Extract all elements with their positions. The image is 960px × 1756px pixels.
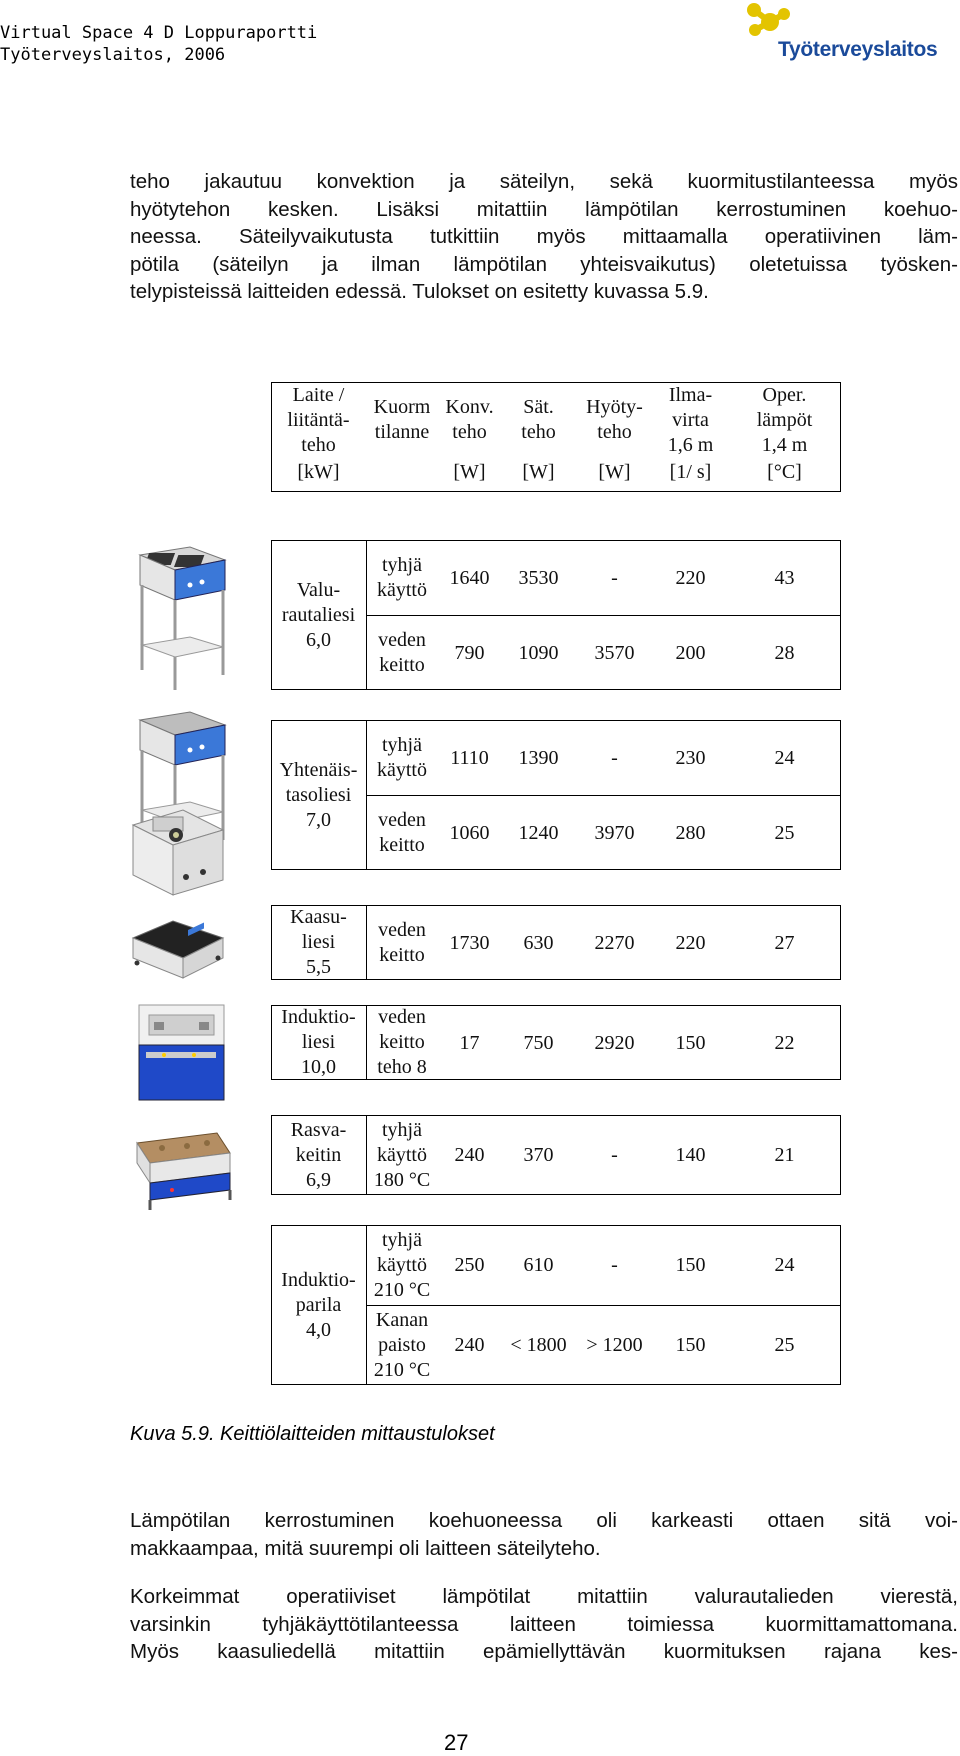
- value-cell: 200: [675, 641, 706, 664]
- logo-text: Työterveyslaitos: [778, 38, 938, 61]
- value-cell: 1060: [449, 821, 490, 844]
- load-state: 180 °C: [373, 1168, 431, 1191]
- page-number: 27: [444, 1730, 469, 1755]
- value-cell: > 1200: [586, 1334, 643, 1356]
- load-state: veden: [378, 808, 426, 831]
- value-cell: 750: [523, 1031, 554, 1054]
- device-name: parila: [295, 1293, 342, 1316]
- header-cell: tilanne: [374, 421, 430, 443]
- value-cell: 43: [774, 566, 795, 589]
- unit-cell: [W]: [598, 461, 631, 483]
- intro-paragraph: [130, 168, 958, 306]
- device-name: Yhtenäis-: [279, 758, 358, 781]
- body-paragraph: [130, 1507, 958, 1562]
- value-cell: -: [611, 1144, 618, 1166]
- unit-cell: [W]: [522, 461, 555, 483]
- value-cell: 220: [675, 931, 706, 954]
- header-cell: Kuorm: [373, 396, 431, 418]
- row-divider: [366, 1305, 841, 1306]
- value-cell: 3570: [594, 641, 635, 664]
- measurement-figure: [128, 380, 848, 1415]
- device-name: 6,0: [306, 628, 331, 651]
- load-state: tyhjä: [382, 553, 422, 576]
- text-line: pötila (säteilyn ja ilman lämpötilan yhteisvaikutus) oletetuissa työsken-: [130, 252, 958, 276]
- load-state: tyhjä: [382, 733, 422, 756]
- document-header: [0, 22, 317, 66]
- device-name: Valu-: [296, 578, 341, 601]
- text-line: makkaampaa, mitä suurempi oli laitteen säteilyteho.: [130, 1536, 601, 1560]
- value-cell: 240: [454, 1144, 485, 1166]
- electric-range-icon: [130, 545, 230, 695]
- device-name: Kaasu-: [290, 906, 347, 928]
- text-line: telypisteissä laitteiden edessä. Tulokset on esitetty kuvassa 5.9.: [130, 280, 709, 303]
- load-state: veden: [378, 1006, 426, 1028]
- value-cell: < 1800: [510, 1334, 567, 1356]
- device-name: 4,0: [306, 1318, 331, 1341]
- device-name: Rasva-: [290, 1118, 347, 1141]
- value-cell: 610: [523, 1254, 554, 1276]
- value-cell: 1640: [449, 566, 490, 589]
- device-name: Induktio-: [281, 1268, 356, 1291]
- value-cell: 1240: [518, 821, 559, 844]
- value-cell: 2920: [594, 1031, 635, 1054]
- value-cell: 22: [774, 1031, 795, 1054]
- header-cell: teho: [452, 421, 487, 443]
- value-cell: 150: [675, 1031, 706, 1054]
- load-state: keitto: [379, 1031, 425, 1053]
- value-cell: 27: [774, 931, 795, 954]
- body-paragraph: [130, 1583, 958, 1666]
- value-cell: 150: [675, 1254, 706, 1276]
- row-divider: [366, 795, 841, 796]
- value-cell: 140: [675, 1144, 706, 1166]
- header-cell: virta: [672, 408, 709, 431]
- load-state: paisto: [378, 1333, 426, 1356]
- text-line: Myös kaasuliedellä mitattiin epämiellyttävän kuormituksen rajana kes-: [130, 1640, 958, 1663]
- device-name: liesi: [301, 931, 336, 953]
- value-cell: 630: [523, 931, 554, 954]
- value-cell: 25: [774, 821, 795, 844]
- value-cell: 17: [459, 1031, 480, 1054]
- value-cell: 1390: [518, 746, 559, 769]
- device-name: Induktio-: [281, 1006, 356, 1028]
- induction-griddle-icon: [132, 1128, 232, 1218]
- unit-cell: [°C]: [767, 461, 802, 483]
- header-cell: 1,6 m: [667, 433, 714, 456]
- value-cell: 3530: [518, 566, 559, 589]
- load-state: keitto: [379, 943, 425, 966]
- header-cell: 1,4 m: [761, 433, 808, 456]
- row-divider: [366, 615, 841, 616]
- induction-hob-icon: [128, 913, 228, 988]
- load-state: veden: [378, 628, 426, 651]
- value-cell: -: [611, 566, 618, 589]
- device-name: liesi: [301, 1031, 336, 1053]
- load-state: teho 8: [377, 1056, 427, 1078]
- device-name: tasoliesi: [285, 783, 352, 806]
- header-cell: Konv.: [445, 396, 494, 418]
- load-state: 210 °C: [373, 1358, 431, 1381]
- text-line: hyötytehon kesken. Lisäksi mitattiin lämpötilan kerrostuminen koehuo-: [130, 197, 958, 221]
- text-line: Korkeimmat operatiiviset lämpötilat mitattiin valurautalieden vierestä,: [130, 1585, 958, 1608]
- device-name: 6,9: [306, 1168, 331, 1191]
- header-cell: Sät.: [523, 396, 554, 418]
- figure-caption: Kuva 5.9. Keittiölaitteiden mittaustulokset: [130, 1423, 495, 1445]
- header-cell: Oper.: [762, 383, 807, 406]
- load-state: käyttö: [377, 758, 427, 781]
- header-title: Virtual Space 4 D Loppuraportti: [0, 23, 318, 43]
- deep-fryer-icon: [134, 1000, 234, 1110]
- value-cell: 24: [774, 1254, 795, 1276]
- unit-cell: [1/ s]: [669, 461, 712, 483]
- header-cell: liitäntä-: [287, 408, 350, 431]
- load-state: Kanan: [375, 1308, 429, 1331]
- device-name: 7,0: [306, 808, 331, 831]
- header-cell: Hyöty-: [586, 396, 643, 418]
- value-cell: 240: [454, 1334, 485, 1356]
- unit-cell: [kW]: [297, 461, 340, 483]
- value-cell: 370: [523, 1144, 554, 1166]
- value-cell: 24: [774, 746, 795, 769]
- device-name: 5,5: [306, 956, 331, 978]
- value-cell: 3970: [594, 821, 635, 844]
- header-cell: teho: [597, 421, 632, 443]
- value-cell: 230: [675, 746, 706, 769]
- header-cell: Laite /: [292, 383, 345, 406]
- value-cell: 2270: [594, 931, 635, 954]
- header-cell: lämpöt: [756, 408, 813, 431]
- organization-logo: [740, 0, 950, 70]
- load-state: tyhjä: [382, 1228, 422, 1251]
- gas-stove-icon: [128, 805, 228, 905]
- load-state: keitto: [379, 833, 425, 856]
- device-name: rautaliesi: [281, 603, 356, 626]
- header-cell: teho: [301, 433, 336, 456]
- value-cell: 1110: [450, 746, 489, 769]
- header-cell: Ilma-: [668, 383, 713, 406]
- load-state: käyttö: [377, 1143, 427, 1166]
- value-cell: 150: [675, 1334, 706, 1356]
- value-cell: -: [611, 1254, 618, 1276]
- load-state: käyttö: [377, 1253, 427, 1276]
- value-cell: 1090: [518, 641, 559, 664]
- unit-cell: [W]: [453, 461, 486, 483]
- header-cell: teho: [521, 421, 556, 443]
- value-cell: 21: [774, 1144, 795, 1166]
- value-cell: 250: [454, 1254, 485, 1276]
- device-name: 10,0: [301, 1056, 336, 1078]
- text-line: neessa. Säteilyvaikutusta tutkittiin myös mittaamalla operatiivinen läm-: [130, 225, 958, 248]
- device-name: keitin: [295, 1143, 342, 1166]
- value-cell: 1730: [449, 931, 490, 954]
- text-line: Lämpötilan kerrostuminen koehuoneessa oli karkeasti ottaen sitä voi-: [130, 1509, 958, 1532]
- load-state: veden: [378, 918, 426, 941]
- load-state: 210 °C: [373, 1278, 431, 1301]
- value-cell: 25: [774, 1334, 795, 1356]
- text-line: teho jakautuu konvektion ja säteilyn, sekä kuormitustilanteessa myös: [130, 170, 958, 193]
- load-state: keitto: [379, 653, 425, 676]
- text-line: varsinkin tyhjäkäyttötilanteessa laitteen toimiessa kuormittamattomana.: [130, 1612, 958, 1636]
- load-state: käyttö: [377, 578, 427, 601]
- value-cell: -: [611, 746, 618, 769]
- value-cell: 220: [675, 566, 706, 589]
- value-cell: 790: [454, 641, 485, 664]
- header-org: Työterveyslaitos, 2006: [0, 45, 226, 65]
- value-cell: 280: [675, 821, 706, 844]
- load-state: tyhjä: [382, 1118, 422, 1141]
- value-cell: 28: [774, 641, 795, 664]
